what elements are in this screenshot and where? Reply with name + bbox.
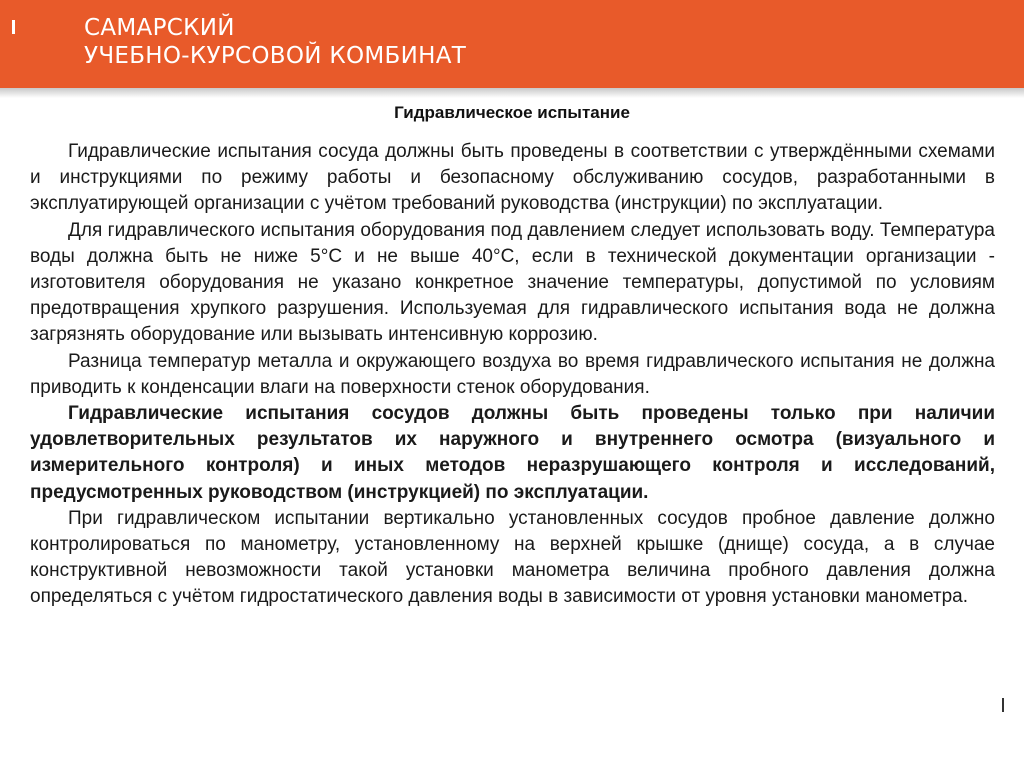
header-shadow [0,88,1024,98]
paragraph-1: Гидравлические испытания сосуда должны быть проведены в соответствии с утверждёнными схемами и инструкциями по режиму работы и безопасному обслуживанию сосудов, разработанными в эксплуатирующей организации с учётом требований руководства (инструкции) по эксплуатации. [30,141,995,215]
document-title: Гидравлическое испытание [394,103,630,122]
document-body [30,139,995,611]
brand-line-2: УЧЕБНО-КУРСОВОЙ КОМБИНАТ [84,43,467,69]
paragraph-5: При гидравлическом испытании вертикально установленных сосудов пробное давление должно контролироваться по манометру, установленному на верхней крышке (днище) сосуда, а в случае конструктивной невозможности такой установки манометра величина пробного давления должна определяться с учётом гидростатического давления воды в зависимости от уровня установки манометра. [30,507,995,608]
edge-mark [1002,698,1004,712]
brand-line-1: САМАРСКИЙ [84,15,235,41]
paragraph-2: Для гидравлического испытания оборудования под давлением следует использовать воду. Температура воды должна быть не ниже 5°С и не выше 40°С, если в технической документации организации - изготовителя оборудования не указано конкретное значение температуры, допустимой по условиям предотвращения хрупкого разрушения. Используемая для гидравлического испытания вода не должна загрязнять оборудование или вызывать интенсивную коррозию. [30,219,995,346]
header-mark [12,20,15,34]
paragraph-3: Разница температур металла и окружающего воздуха во время гидравлического испытания не должна приводить к конденсации влаги на поверхности стенок оборудования. [30,350,995,398]
header-bar [0,0,1024,88]
brand-logo-text [84,14,466,70]
paragraph-4-bold: Гидравлические испытания сосудов должны быть проведены только при наличии удовлетворительных результатов их наружного и внутреннего осмотра (визуального и измерительного контроля) и иных методов неразрушающего контроля и исследований, предусмотренных руководством (инструкцией) по эксплуатации. [30,403,995,503]
